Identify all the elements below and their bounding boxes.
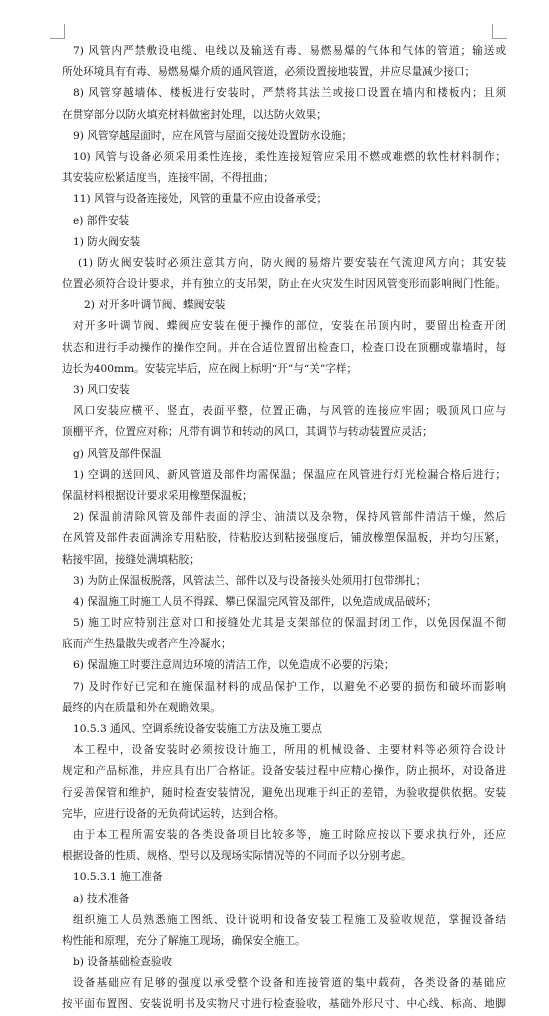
text-line: 行妥善保管和维护，随时检查安装情况，避免出现难于纠正的差错，为验收提供依据。安装	[62, 786, 506, 799]
text-line: 设备基础应有足够的强度以承受整个设备和连接管道的集中载荷，各类设备的基础应	[73, 977, 506, 990]
text-line: 粘接牢固，接缝处满填粘胶；	[62, 553, 200, 566]
text-line: 3) 为防止保温板脱落，风管法兰、部件以及与设备接头处须用打包带绑扎；	[73, 574, 427, 587]
text-line: 顶棚平齐，位置应对称；凡带有调节和转动的风口，其调节与转动装置应灵活；	[62, 426, 433, 439]
text-line: e) 部件安装	[73, 214, 130, 227]
text-line: 风口安装应横平、竖直，表面平整，位置正确，与风管的连接应牢固；吸顶风口应与	[73, 405, 506, 418]
text-line: 组织施工人员熟悉施工图纸、设计说明和设备安装工程施工及验收规范，掌握设备结	[73, 913, 506, 926]
text-line: 由于本工程所需安装的各类设备项目比较多等，施工时除应按以下要求执行外，还应	[73, 828, 506, 841]
text-line: 8) 风管穿越墙体、楼板进行安装时，严禁将其法兰或接口设置在墙内和楼板内；且须	[73, 87, 506, 100]
text-line: 1) 空调的送回风、新风管道及部件均需保温；保温应在风管进行灯光检漏合格后进行；	[73, 468, 506, 481]
text-line: 在贯穿部分以防火填充材料做密封处理，以达防火效果；	[62, 108, 327, 121]
text-line: 10.5.3 通风、空调系统设备安装施工方法及施工要点	[73, 723, 322, 735]
text-line: 9) 风管穿越屋面时，应在风管与屋面交接处设置防水设施；	[73, 129, 353, 142]
text-line: a) 技术准备	[73, 892, 130, 905]
text-line: 7) 及时作好已完和在施保温材料的成品保护工作，以避免不必要的损伤和破坏而影响	[73, 680, 506, 693]
text-line: 完毕，应进行设备的无负荷试运转，达到合格。	[62, 807, 285, 820]
text-line: 保温材料根据设计要求采用橡塑保温板；	[62, 489, 253, 502]
text-line: 最终的内在质量和外在观瞻效果。	[62, 701, 221, 714]
text-line: 所处环境具有有毒、易燃易爆介质的通风管道，必须设置接地装置，并应尽量减少接口；	[62, 66, 476, 79]
text-line: 在风管及部件表面满涂专用粘胶，待粘胶达到粘接强度后，铺放橡塑保温板，并均匀压紧，	[62, 532, 506, 545]
text-line: 10.5.3.1 施工准备	[73, 871, 163, 884]
text-line: 11) 风管与设备连接处，风管的重量不应由设备承受；	[73, 193, 328, 206]
text-line: 构性能和原理，充分了解施工现场，确保安全施工。	[62, 934, 306, 947]
text-line: (1) 防火阀安装时必须注意其方向，防火阀的易熔片要安装在气流迎风方向；其安装	[78, 256, 506, 269]
text-line: b) 设备基础检查验收	[73, 956, 173, 969]
text-line: 10) 风管与设备必须采用柔性连接，柔性连接短管应采用不燃或难燃的软性材料制作；	[73, 150, 506, 163]
text-line: 边长为400mm。安装完毕后，应在阀上标明“开”与“关”字样；	[62, 362, 358, 375]
text-line: 底而产生热量散失或者产生冷凝水；	[62, 638, 232, 651]
text-line: 根据设备的性质、规格、型号以及现场实际情况等的不同而予以分别考虑。	[62, 850, 412, 863]
crop-mark-top-right	[492, 24, 507, 39]
document-body	[62, 41, 506, 1016]
text-line: 7) 风管内严禁敷设电缆、电线以及输送有毒、易燃易爆的气体和气体的管道；输送或	[73, 45, 506, 57]
text-line: 6) 保温施工时要注意周边环境的清洁工作，以免造成不必要的污染；	[73, 659, 395, 672]
text-line: 规定和产品标准，并应具有出厂合格证。设备安装过程中应精心操作，防止损坏，对设备进	[62, 765, 506, 778]
text-line: 按平面布置图、安装说明书及实物尺寸进行检查验收，基础外形尺寸、中心线、标高、地脚	[62, 998, 506, 1011]
crop-mark-top-left	[50, 24, 65, 39]
text-line: 1) 防火阀安装	[73, 235, 141, 248]
text-line: 4) 保温施工时施工人员不得踩、攀已保温完风管及部件，以免造成成品破坏；	[73, 595, 437, 608]
text-line: 2) 保温前清除风管及部件表面的浮尘、油渍以及杂物，保持风管部件清洁干燥，然后	[73, 511, 506, 524]
text-line: 本工程中，设备安装时必须按设计施工，所用的机械设备、主要材料等必须符合设计	[73, 744, 506, 757]
text-line: 其安装应松紧适度当，连接牢固，不得扭曲；	[62, 172, 274, 185]
text-line: 对开多叶调节阀、蝶阀应安装在便于操作的部位，安装在吊顶内时，要留出检查开闭	[73, 320, 506, 333]
text-line: 状态和进行手动操作的操作空间。并在合适位置留出检查口，检查口设在顶棚或靠墙时，每	[62, 341, 506, 354]
text-line: 2) 对开多叶调节阀、蝶阀安装	[84, 299, 226, 312]
text-line: 位置必须符合设计要求，并有独立的支吊架，防止在火灾发生时因风管变形而影响阀门性能。	[62, 278, 506, 291]
text-line: g) 风管及部件保温	[73, 447, 162, 460]
text-line: 3) 风口安装	[73, 384, 130, 396]
text-line: 5) 施工时应特别注意对口和接缝处尤其是支架部位的保温封闭工作，以免因保温不彻	[73, 617, 506, 630]
